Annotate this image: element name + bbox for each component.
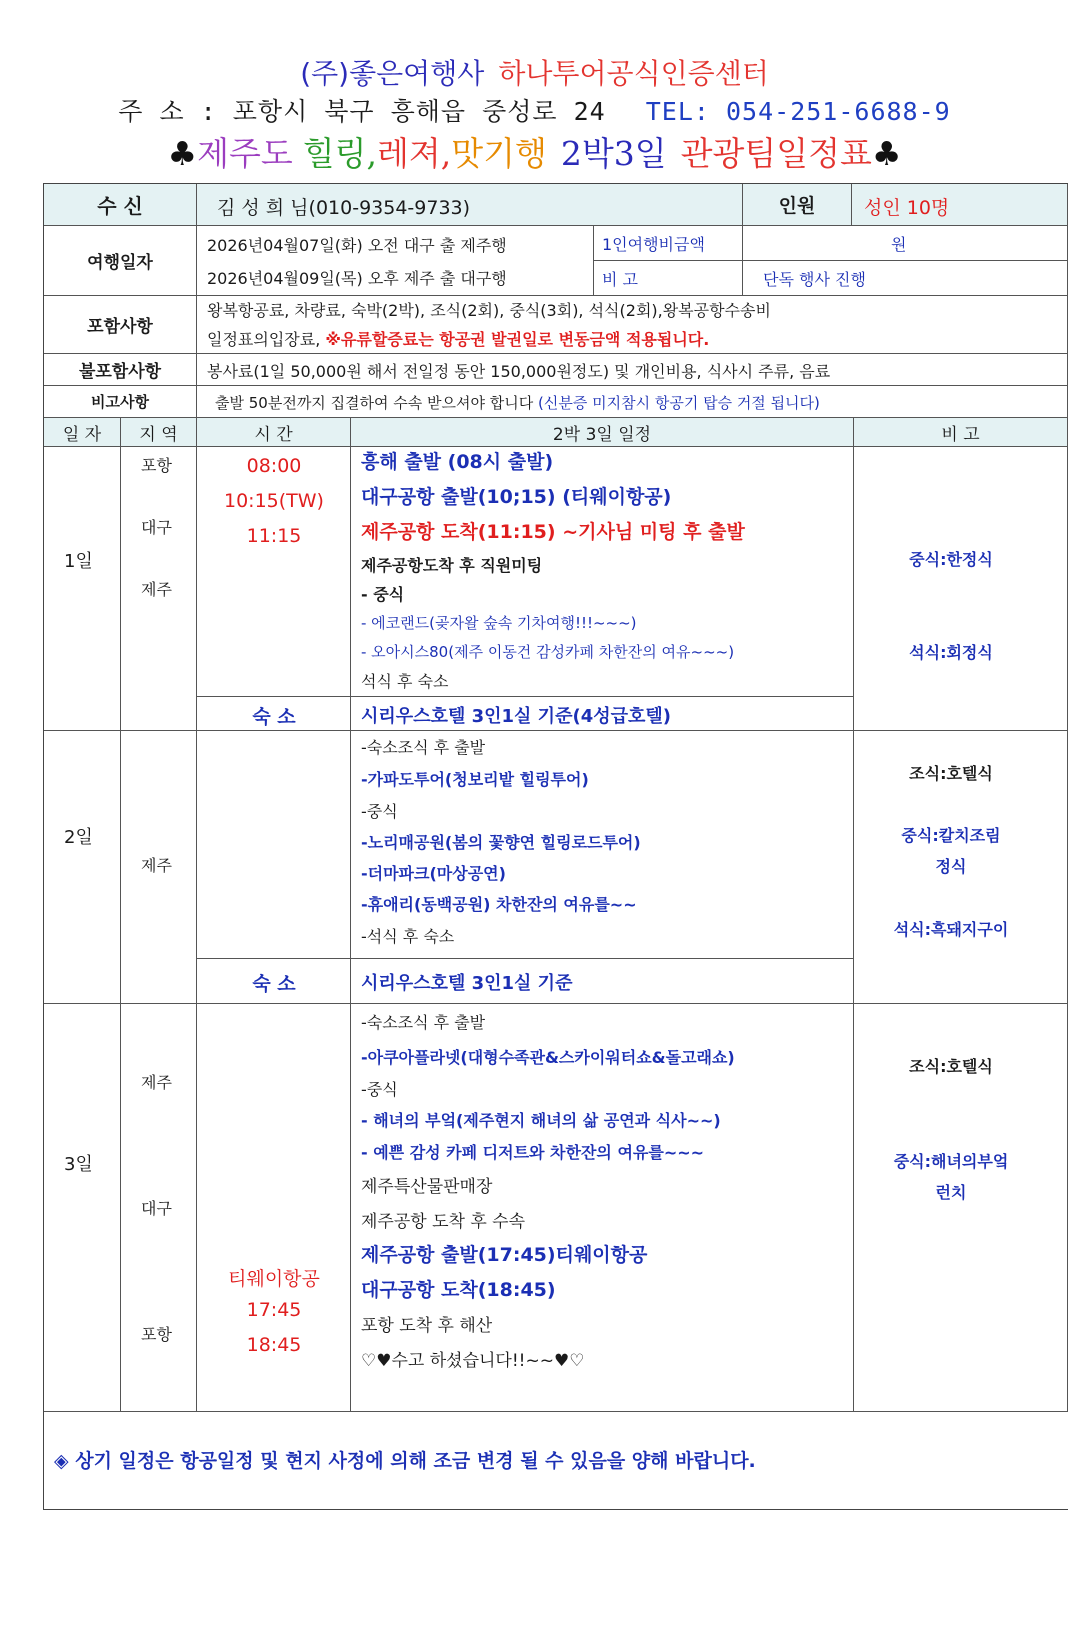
title-part: 제주도 [197,134,293,173]
schedule-line: -숙소조식 후 출발 [361,738,486,757]
schedule-line: 대구공항 도착(18:45) [361,1279,556,1301]
schedule-line: -가파도투어(청보리밭 힐링투어) [361,770,589,789]
notes-label: 비고사항 [44,386,197,418]
schedule-line: 석식 후 숙소 [361,672,449,691]
included-label: 포함사항 [44,296,197,354]
col-schedule: 2박 3일 일정 [351,418,854,447]
schedule-line: - 예쁜 감성 카페 디저트와 차한잔의 여유를~~~ [361,1143,705,1162]
meal: 런치 [935,1183,967,1202]
company-line [0,52,1069,92]
people-label: 인원 [743,184,852,226]
schedule-line: -아쿠아플라넷(대형수족관&스카이워터쇼&돌고래쇼) [361,1048,735,1067]
day3-schedule-cell [351,1004,854,1412]
day-number: 3일 [64,1154,93,1175]
time: 10:15(TW) [224,490,324,512]
meal: 중식:칼치조림 [901,826,1001,845]
time: 17:45 [246,1299,302,1321]
day3-time-cell [197,1004,351,1412]
title-part: 힐링, [302,134,377,173]
footer-notice: ◈ 상기 일정은 항공일정 및 현지 사정에 의해 조금 변경 될 수 있음을 양해 바랍니다. [54,1450,756,1472]
time: 티웨이항공 [228,1268,320,1290]
day3-day-cell [44,1004,121,1412]
recipient-label: 수 신 [44,184,197,226]
schedule-line: 제주공항 도착(11:15) ~기사님 미팅 후 출발 [361,521,745,543]
date-line-1: 2026년04월07일(화) 오전 대구 출 제주행 [207,236,507,255]
region: 대구 [141,1199,172,1218]
title-part: 맛기행 [451,134,547,173]
region: 제주 [141,856,172,875]
day-number: 2일 [64,827,93,848]
schedule-line: -더마파크(마상공연) [361,864,506,883]
address: 주 소 : 포항시 북구 흥해읍 중성로 24 [118,97,606,126]
meal: 정식 [935,857,967,876]
schedule-line: 흥해 출발 (08시 출발) [361,451,554,473]
included-line-2 [207,327,709,350]
time: 11:15 [246,525,302,547]
remarks-value: 단독 행사 진행 [763,270,866,289]
address-line [0,92,1069,128]
people-value: 성인 10명 [864,197,950,219]
schedule-line: 대구공항 출발(10;15) (티웨이항공) [361,486,672,508]
meal: 중식:한정식 [909,550,993,569]
date-cell [197,226,594,296]
date-line-2: 2026년04월09일(목) 오후 제주 출 대구행 [207,269,507,288]
company-name: (주)좋은여행사 [300,57,485,90]
page-title [0,128,1069,175]
notes-text: 출발 50분전까지 집결하여 수속 받으셔야 합니다 [215,394,539,412]
day2-time-cell [197,731,351,959]
day1-day-cell [44,447,121,731]
fuel-surcharge-note: ※유류할증료는 항공권 발권일로 변동금액 적용됩니다. [325,330,710,349]
people-cell [852,184,1068,226]
notes-cell [197,386,1068,418]
day3-meal-cell [854,1004,1068,1412]
excluded-value: 봉사료(1일 50,000원 해서 전일정 동안 150,000원정도) 및 개인비용, 식사시 주류, 음료 [207,362,831,381]
title-part: 레져, [376,134,452,173]
price-label-cell [594,226,743,261]
schedule-line: -휴애리(동백공원) 차한잔의 여유를~~ [361,895,637,914]
region: 포항 [141,1325,172,1344]
day2-lodging-cell [351,959,854,1004]
day2-lodging-label-cell [197,959,351,1004]
region: 제주 [141,1073,172,1092]
excluded-label: 불포함사항 [44,354,197,386]
schedule-line: -숙소조식 후 출발 [361,1013,486,1032]
meal: 석식:흑돼지구이 [893,920,1009,939]
schedule-line: 제주특산물판매장 [361,1177,493,1197]
day1-meal-cell [854,447,1068,697]
center-name: 하나투어공식인증센터 [498,57,769,90]
schedule-line: 포항 도착 후 해산 [361,1316,493,1336]
col-day: 일 자 [44,418,121,447]
day2-day-cell [44,731,121,1004]
price-value-cell [743,226,1068,261]
region: 포항 [141,456,172,475]
schedule-line: - 해녀의 부엌(제주현지 해녀의 삶 공연과 식사~~) [361,1111,721,1130]
title-part: 관광팀일정표 [680,134,872,173]
col-region: 지 역 [121,418,197,447]
day1-lodging-label-cell [197,697,351,731]
day1-schedule-cell [351,447,854,697]
day3-region-cell [121,1004,197,1412]
id-warning: (신분증 미지참시 항공기 탑승 거절 됩니다) [538,394,820,412]
meal: 중식:해녀의부엌 [893,1152,1009,1171]
lodging: 시리우스호텔 3인1실 기준 [361,973,573,994]
price-label: 1인여행비금액 [602,235,705,254]
recipient-cell [197,184,743,226]
schedule-line: 제주공항 도착 후 수속 [361,1212,526,1232]
schedule-line: - 오아시스80(제주 이동건 감성카페 차한잔의 여유~~~) [361,643,735,661]
col-time: 시 간 [197,418,351,447]
time: 08:00 [246,455,302,477]
included-line-1: 왕복항공료, 차량료, 숙박(2박), 조식(2회), 중식(3회), 석식(2회),왕복공항수송비 [207,301,771,320]
title-part: 2박3일 [560,134,667,173]
club-icon: ♣ [871,134,902,173]
lodging: 시리우스호텔 3인1실 기준(4성급호텔) [361,706,671,727]
remarks-label-cell [594,261,743,296]
excluded-cell [197,354,1068,386]
lodging-label: 숙 소 [252,973,296,995]
day1-lodging-cell [351,697,854,731]
schedule-line: 제주공항도착 후 직원미팅 [361,556,543,575]
time: 18:45 [246,1334,302,1356]
included-cell [197,296,1068,354]
notes-value [215,392,820,413]
day2-region-cell [121,731,197,1004]
schedule-line: -중식 [361,802,398,821]
col-note: 비 고 [854,418,1068,447]
remarks-label: 비 고 [602,270,638,289]
date-label: 여행일자 [44,226,197,296]
itinerary-sheet [43,183,1068,1510]
region: 대구 [141,518,172,537]
recipient-value: 김 성 희 님(010-9354-9733) [217,197,471,219]
meal: 조식:호텔식 [909,764,993,783]
remarks-value-cell [743,261,1068,296]
schedule-line: -노리매공원(봄의 꽃향연 힐링로드투어) [361,833,641,852]
day2-meal-cell [854,731,1068,1004]
schedule-line: - 에코랜드(곶자왈 숲속 기차여행!!!~~~) [361,614,637,632]
region: 제주 [141,580,172,599]
included-text: 일정표의입장료, [207,330,326,349]
schedule-line: -중식 [361,1080,398,1099]
schedule-line: ♡♥수고 하셨습니다!!~~♥♡ [361,1351,585,1371]
day-number: 1일 [64,551,93,572]
meal: 석식:회정식 [909,643,993,662]
price-value: 원 [891,235,907,254]
schedule-line: - 중식 [361,585,405,604]
club-icon: ♣ [167,134,198,173]
day2-schedule-cell [351,731,854,959]
telephone: TEL: 054-251-6688-9 [645,97,951,126]
schedule-line: 제주공항 출발(17:45)티웨이항공 [361,1244,648,1266]
day1-meal-cell-bottom [854,697,1068,731]
meal: 조식:호텔식 [909,1057,993,1076]
lodging-label: 숙 소 [252,706,296,728]
day1-time-cell [197,447,351,697]
day1-region-cell [121,447,197,731]
schedule-line: -석식 후 숙소 [361,927,455,946]
